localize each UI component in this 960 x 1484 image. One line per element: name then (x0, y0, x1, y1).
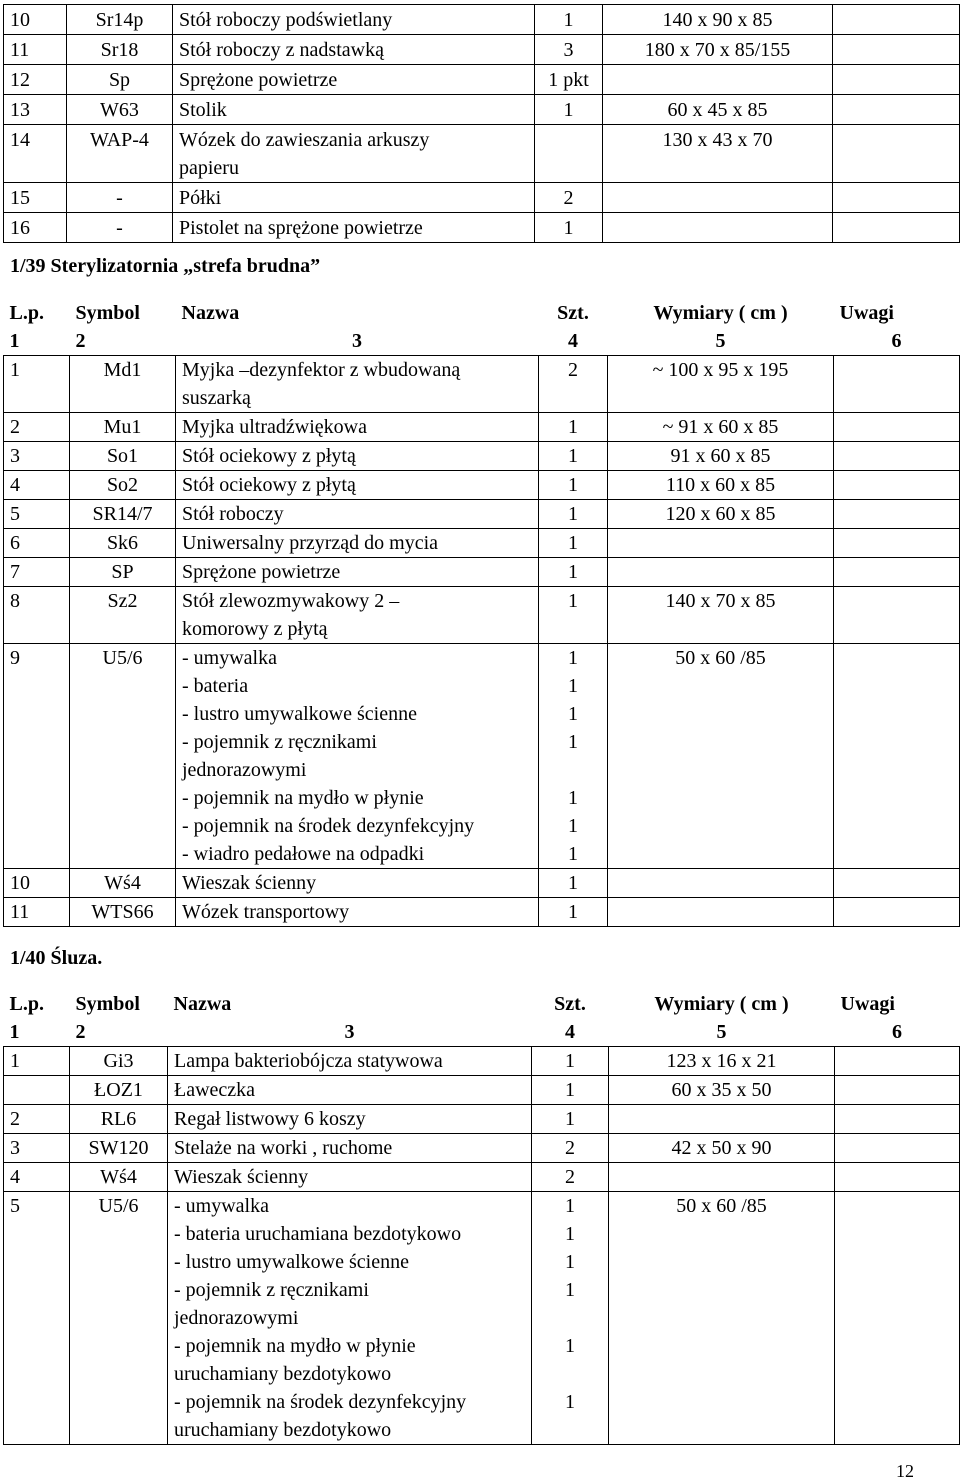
dimensions-cell: 91 x 60 x 85 (608, 442, 834, 471)
notes-cell (835, 1192, 960, 1445)
table-body (4, 299, 960, 356)
notes-cell (834, 898, 960, 927)
header-cell: L.p. (9, 302, 44, 324)
section-title-139: 1/39 Sterylizatornia „strefa brudna” (10, 255, 321, 277)
notes-cell (833, 5, 960, 35)
dimensions-cell: 42 x 50 x 90 (609, 1134, 835, 1163)
symbol-cell: Sz2 (70, 587, 176, 644)
name-cell: Myjka ultradźwiękowa (176, 413, 539, 442)
name-cell: Wózek transportowy (176, 898, 539, 927)
dimensions-cell (608, 869, 834, 898)
column-number: 2 (75, 1021, 86, 1043)
header-cell: Nazwa (173, 993, 232, 1015)
symbol-cell: Mu1 (70, 413, 176, 442)
quantity-cell: 1 (539, 500, 608, 529)
dimensions-cell: 180 x 70 x 85/155 (603, 35, 833, 65)
dimensions-cell (608, 529, 834, 558)
table-row (4, 5, 960, 35)
table-row (4, 869, 960, 898)
symbol-cell: SW120 (70, 1134, 168, 1163)
name-cell: Stół zlewozmywakowy 2 – komorowy z płytą (176, 587, 539, 644)
notes-cell (834, 356, 960, 413)
table-row (4, 898, 960, 927)
quantity-cell: 1 (532, 1076, 609, 1105)
table-row (4, 95, 960, 125)
header-cell: Uwagi (840, 993, 895, 1015)
table-row (4, 1076, 960, 1105)
table-row (4, 35, 960, 65)
notes-cell (834, 558, 960, 587)
table-row (4, 558, 960, 587)
quantity-cell: 2 (535, 183, 603, 213)
row-number-cell: 2 (4, 413, 70, 442)
column-number: 6 (892, 1021, 902, 1043)
notes-cell (834, 471, 960, 500)
symbol-cell: Wś4 (70, 1163, 168, 1192)
quantity-cell: 1 (535, 95, 603, 125)
row-number-cell: 13 (4, 95, 67, 125)
table-row (4, 587, 960, 644)
name-cell: Sprężone powietrze (176, 558, 539, 587)
quantity-cell: 1 (532, 1047, 609, 1076)
column-number: 1 (9, 1021, 20, 1043)
symbol-cell: U5/6 (70, 1192, 168, 1445)
row-number-cell: 7 (4, 558, 70, 587)
row-number-cell: 4 (4, 1163, 70, 1192)
notes-cell (833, 95, 960, 125)
symbol-cell: RL6 (70, 1105, 168, 1134)
row-number-cell: 5 (4, 1192, 70, 1445)
name-cell: Wieszak ścienny (176, 869, 539, 898)
table-body-rows (4, 356, 960, 927)
header-row (4, 990, 960, 1018)
quantity-cell: 2 (532, 1134, 609, 1163)
row-number-cell: 2 (4, 1105, 70, 1134)
column-number: 6 (891, 330, 902, 352)
symbol-cell: SR14/7 (70, 500, 176, 529)
row-number-cell: 4 (4, 471, 70, 500)
dimensions-cell: ~ 100 x 95 x 195 (608, 356, 834, 413)
quantity-cell: 1 (539, 587, 608, 644)
notes-cell (835, 1047, 960, 1076)
name-cell: - umywalka - bateria - lustro umywalkowe ścienne - pojemnik z ręcznikami jednorazowymi - pojemnik na mydło w płynie - pojemnik na środek dezynfekcyjny - wiadro pedałowe na odpadki (176, 644, 539, 869)
row-number-cell (4, 1076, 70, 1105)
name-cell: - umywalka - bateria uruchamiana bezdotykowo - lustro umywalkowe ścienne - pojemnik z ręcznikami jednorazowymi - pojemnik na mydło w płynie uruchamiany bezdotykowo - pojemnik na środek dezynfekcyjny uruchamiany bezdotykowo (168, 1192, 532, 1445)
notes-cell (834, 442, 960, 471)
table-row (4, 1163, 960, 1192)
column-number: 5 (715, 330, 726, 352)
quantity-cell: 1 pkt (535, 65, 603, 95)
symbol-cell: SP (70, 558, 176, 587)
column-number: 4 (565, 1021, 575, 1043)
symbol-cell: WAP-4 (67, 125, 173, 183)
symbol-cell: Md1 (70, 356, 176, 413)
notes-cell (835, 1163, 960, 1192)
notes-cell (833, 125, 960, 183)
header-cell: Szt. (557, 302, 589, 324)
header-cell: Nazwa (181, 302, 240, 324)
name-cell: Stół roboczy z nadstawką (173, 35, 535, 65)
header-cell: Wymiary ( cm ) (654, 993, 789, 1015)
quantity-cell: 1 (539, 869, 608, 898)
dimensions-cell: 140 x 90 x 85 (603, 5, 833, 35)
name-cell: Stelaże na worki , ruchome (168, 1134, 532, 1163)
column-number: 3 (352, 330, 362, 352)
name-cell: Uniwersalny przyrząd do mycia (176, 529, 539, 558)
notes-cell (835, 1076, 960, 1105)
header-cell: Symbol (75, 302, 140, 324)
table-body (4, 5, 960, 243)
name-cell: Myjka –dezynfektor z wbudowaną suszarką (176, 356, 539, 413)
symbol-cell: ŁOZ1 (70, 1076, 168, 1105)
name-cell: Sprężone powietrze (173, 65, 535, 95)
notes-cell (834, 500, 960, 529)
symbol-cell: WTS66 (70, 898, 176, 927)
dimensions-cell: 50 x 60 /85 (609, 1192, 835, 1445)
table-body-rows (4, 1047, 960, 1445)
row-number-cell: 16 (4, 213, 67, 243)
column-number-row (4, 1018, 960, 1047)
row-number-cell: 11 (4, 35, 67, 65)
dimensions-cell (608, 898, 834, 927)
table-row (4, 183, 960, 213)
quantity-cell: 1 (539, 471, 608, 500)
notes-cell (833, 183, 960, 213)
table-row (4, 529, 960, 558)
notes-cell (833, 213, 960, 243)
symbol-cell: - (67, 183, 173, 213)
name-cell: Ławeczka (168, 1076, 532, 1105)
symbol-cell: W63 (67, 95, 173, 125)
dimensions-cell: ~ 91 x 60 x 85 (608, 413, 834, 442)
table-row (4, 442, 960, 471)
column-number: 5 (716, 1021, 727, 1043)
column-number: 1 (9, 330, 20, 352)
quantity-cell: 1 (539, 413, 608, 442)
column-number: 4 (568, 330, 578, 352)
row-number-cell: 8 (4, 587, 70, 644)
name-cell: Stół ociekowy z płytą (176, 442, 539, 471)
row-number-cell: 14 (4, 125, 67, 183)
row-number-cell: 1 (4, 356, 70, 413)
table-row (4, 213, 960, 243)
dimensions-cell: 60 x 45 x 85 (603, 95, 833, 125)
name-cell: Stół roboczy (176, 500, 539, 529)
table-row (4, 644, 960, 869)
name-cell: Wieszak ścienny (168, 1163, 532, 1192)
header-cell: Wymiary ( cm ) (653, 302, 788, 324)
row-number-cell: 12 (4, 65, 67, 95)
notes-cell (834, 529, 960, 558)
notes-cell (833, 35, 960, 65)
row-number-cell: 9 (4, 644, 70, 869)
quantity-cell: 1 (539, 529, 608, 558)
header-cell: L.p. (9, 993, 44, 1015)
column-number: 3 (344, 1021, 355, 1043)
dimensions-cell (609, 1163, 835, 1192)
notes-cell (834, 587, 960, 644)
name-cell: Stolik (173, 95, 535, 125)
header-cell: Szt. (554, 993, 586, 1015)
quantity-cell: 1 (539, 442, 608, 471)
symbol-cell: Sr14p (67, 5, 173, 35)
symbol-cell: So1 (70, 442, 176, 471)
notes-cell (835, 1105, 960, 1134)
row-number-cell: 10 (4, 869, 70, 898)
header-cell: Uwagi (839, 302, 894, 324)
table-row (4, 1192, 960, 1445)
table-row (4, 471, 960, 500)
quantity-cell: 1 (535, 213, 603, 243)
table-row (4, 1105, 960, 1134)
dimensions-cell: 110 x 60 x 85 (608, 471, 834, 500)
quantity-cell (535, 125, 603, 183)
table-row (4, 1047, 960, 1076)
quantity-cell: 1 (535, 5, 603, 35)
row-number-cell: 5 (4, 500, 70, 529)
notes-cell (833, 65, 960, 95)
row-number-cell: 15 (4, 183, 67, 213)
column-number-row (4, 327, 960, 356)
name-cell: Lampa bakteriobójcza statywowa (168, 1047, 532, 1076)
symbol-cell: - (67, 213, 173, 243)
name-cell: Półki (173, 183, 535, 213)
dimensions-cell: 50 x 60 /85 (608, 644, 834, 869)
dimensions-cell: 60 x 35 x 50 (609, 1076, 835, 1105)
symbol-cell: Gi3 (70, 1047, 168, 1076)
notes-cell (835, 1134, 960, 1163)
table-body (4, 990, 960, 1047)
table-row (4, 125, 960, 183)
row-number-cell: 6 (4, 529, 70, 558)
symbol-cell: U5/6 (70, 644, 176, 869)
table-row (4, 1134, 960, 1163)
row-number-cell: 3 (4, 1134, 70, 1163)
dimensions-cell (603, 183, 833, 213)
quantity-cell: 1 1 1 1 1 1 1 (539, 644, 608, 869)
table-row (4, 65, 960, 95)
section-title-140: 1/40 Śluza. (10, 947, 103, 969)
symbol-cell: Sk6 (70, 529, 176, 558)
symbol-cell: Wś4 (70, 869, 176, 898)
row-number-cell: 3 (4, 442, 70, 471)
dimensions-cell: 123 x 16 x 21 (609, 1047, 835, 1076)
quantity-cell: 2 (532, 1163, 609, 1192)
symbol-cell: Sr18 (67, 35, 173, 65)
equipment-table-140 (3, 990, 960, 1445)
header-cell: Symbol (75, 993, 140, 1015)
equipment-table-139 (3, 299, 960, 927)
notes-cell (834, 413, 960, 442)
name-cell: Stół roboczy podświetlany (173, 5, 535, 35)
row-number-cell: 11 (4, 898, 70, 927)
dimensions-cell (608, 558, 834, 587)
quantity-cell: 1 (539, 558, 608, 587)
quantity-cell: 1 1 1 1 1 1 (532, 1192, 609, 1445)
symbol-cell: Sp (67, 65, 173, 95)
column-number: 2 (75, 330, 86, 352)
quantity-cell: 3 (535, 35, 603, 65)
row-number-cell: 1 (4, 1047, 70, 1076)
dimensions-cell: 140 x 70 x 85 (608, 587, 834, 644)
name-cell: Pistolet na sprężone powietrze (173, 213, 535, 243)
symbol-cell: So2 (70, 471, 176, 500)
dimensions-cell (603, 65, 833, 95)
name-cell: Wózek do zawieszania arkuszy papieru (173, 125, 535, 183)
dimensions-cell: 130 x 43 x 70 (603, 125, 833, 183)
page-number: 12 (896, 1461, 914, 1481)
notes-cell (834, 644, 960, 869)
row-number-cell: 10 (4, 5, 67, 35)
dimensions-cell (609, 1105, 835, 1134)
notes-cell (834, 869, 960, 898)
dimensions-cell (603, 213, 833, 243)
quantity-cell: 1 (532, 1105, 609, 1134)
table-row (4, 500, 960, 529)
header-row (4, 299, 960, 327)
name-cell: Regał listwowy 6 koszy (168, 1105, 532, 1134)
dimensions-cell: 120 x 60 x 85 (608, 500, 834, 529)
equipment-table-continued (3, 4, 960, 243)
name-cell: Stół ociekowy z płytą (176, 471, 539, 500)
table-row (4, 413, 960, 442)
table-row (4, 356, 960, 413)
quantity-cell: 2 (539, 356, 608, 413)
quantity-cell: 1 (539, 898, 608, 927)
